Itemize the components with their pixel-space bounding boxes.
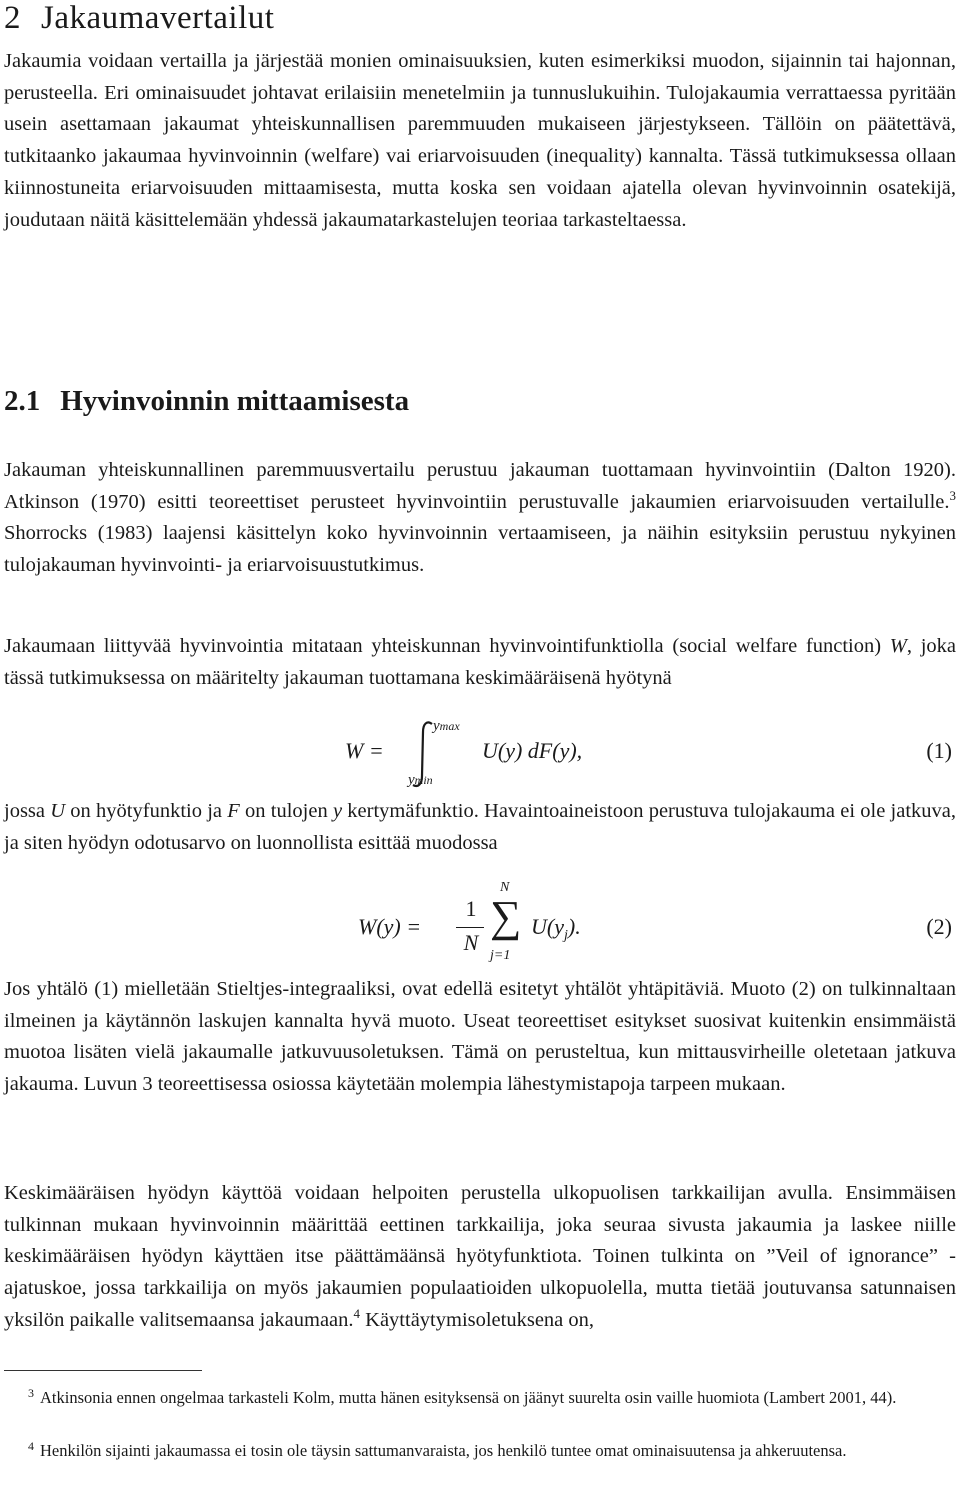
paragraph-text: on hyötyfunktio ja bbox=[65, 800, 228, 822]
section-heading bbox=[4, 0, 274, 37]
paragraph-text: Käyttäytymisoletuksena on, bbox=[360, 1308, 595, 1331]
eq2-term-text: U(y bbox=[531, 914, 564, 939]
section-number: 2 bbox=[4, 0, 21, 36]
footnote-text: Atkinsonia ennen ongelmaa tarkasteli Kolm, mutta hänen esityksensä on jäänyt suurelta osin vaille huomiota (Lambert 2001, 44). bbox=[40, 1388, 897, 1407]
footnote-4 bbox=[4, 1433, 956, 1464]
equation-2 bbox=[0, 880, 956, 970]
eq1-upper-var: y bbox=[433, 718, 440, 734]
eq1-lower-var: y bbox=[408, 772, 415, 788]
eq1-lower-limit bbox=[408, 772, 433, 789]
eq2-sum-upper: N bbox=[500, 880, 510, 895]
footnote-divider bbox=[4, 1370, 202, 1371]
subsection-paragraph-5 bbox=[4, 1178, 956, 1337]
eq1-upper-sub: max bbox=[439, 719, 460, 733]
footnote-ref: 4 bbox=[353, 1305, 361, 1321]
paragraph-text: kertymäfunktio. Havaintoaineistoon perustuva tulojakauma ei ole jatkuva, ja siten hyödyn odotusarvo on luonnollista esittää muodossa bbox=[4, 800, 957, 854]
subsection-paragraph-1 bbox=[4, 455, 956, 582]
eq1-upper-limit bbox=[433, 718, 460, 735]
subsection-number: 2.1 bbox=[4, 385, 41, 417]
eq2-lhs-text: W(y) = bbox=[358, 914, 422, 939]
eq2-lhs bbox=[358, 914, 421, 940]
subsection-paragraph-3 bbox=[4, 796, 956, 859]
eq1-integrand: U(y) dF(y), bbox=[482, 738, 583, 763]
paragraph-text: , joka tässä tutkimuksessa on määritelty jakauman tuottamana keskimääräisenä hyötynä bbox=[4, 635, 957, 689]
section-intro-paragraph: Jakaumia voidaan vertailla ja järjestää monien ominaisuuksien, kuten esimerkiksi muodon, sijainnin tai hajonnan, perusteella. Eri ominaisuudet johtavat erilaisiin menetelmiin ja tunnuslukuihin. Tulojakaumia verrattaessa pyritään usein asettamaan jakaumat yhteiskunnallisen paremmuuden mukaiseen järjestykseen. Tällöin on päätettävä, tutkitaanko jakaumaa hyvinvoinnin (welfare) vai eriarvoisuuden (inequality) kannalta. Tässä tutkimuksessa ollaan kiinnostuneita eriarvoisuuden mittaamisesta, mutta koska sen voidaan ajatella olevan hyvinvoinnin osatekijä, joudutaan näitä käsittelemään yhdessä jakaumatarkastelujen teoriaa tarkasteltaessa. bbox=[4, 50, 956, 231]
section-title: Jakaumavertailut bbox=[41, 0, 275, 36]
eq2-frac-denominator: N bbox=[463, 930, 479, 955]
eq2-frac-bar bbox=[456, 927, 484, 928]
math-symbol: F bbox=[227, 800, 240, 822]
math-symbol: y bbox=[332, 800, 343, 822]
paragraph-text: on tulojen bbox=[239, 800, 333, 822]
paragraph-text: Jakaumaan liittyvää hyvinvointia mitataan yhteiskunnan hyvinvointifunktiolla (social welfare function) bbox=[4, 635, 890, 657]
eq2-term-sub: j bbox=[563, 928, 568, 943]
subsection-title: Hyvinvoinnin mittaamisesta bbox=[60, 385, 410, 417]
footnote-mark: 4 bbox=[28, 1439, 34, 1453]
equation-1 bbox=[0, 718, 956, 790]
summation-icon: ∑ bbox=[490, 892, 522, 941]
eq2-sum-lower: j=1 bbox=[490, 948, 511, 963]
footnote-mark: 3 bbox=[28, 1386, 34, 1400]
paragraph-text: Jakauman yhteiskunnallinen paremmuusvertailu perustuu jakauman tuottamaan hyvinvointiin (Dalton 1920). Atkinson (1970) esitti teoreettiset perusteet hyvinvointiin perustuvalle jakaumien eriarvoisuuden vertailulle. bbox=[4, 459, 956, 513]
eq2-term bbox=[531, 914, 581, 944]
eq1-lhs: W = bbox=[345, 738, 384, 763]
math-symbol: U bbox=[50, 800, 66, 822]
eq2-frac-numerator: 1 bbox=[465, 896, 477, 921]
paragraph-text: jossa bbox=[4, 800, 51, 822]
math-symbol: W bbox=[889, 635, 907, 657]
paragraph-text: Shorrocks (1983) laajensi käsittelyn koko hyvinvoinnin vertaamiseen, ja näihin esityksiin perustuu nykyinen tulojakauman hyvinvointi- ja eriarvoisuustutkimus. bbox=[4, 522, 956, 577]
subsection-heading bbox=[4, 385, 409, 418]
footnote-ref: 3 bbox=[949, 487, 956, 503]
eq1-lower-sub: min bbox=[414, 773, 433, 787]
eq2-number: (2) bbox=[926, 914, 952, 939]
subsection-paragraph-2 bbox=[4, 631, 956, 694]
footnote-3 bbox=[4, 1380, 956, 1411]
eq1-number: (1) bbox=[926, 738, 952, 763]
footnote-text: Henkilön sijainti jakaumassa ei tosin ole täysin sattumanvaraista, jos henkilö tuntee omat ominaisuutensa ja ahkeruutensa. bbox=[40, 1441, 847, 1460]
paragraph-text: Keskimääräisen hyödyn käyttöä voidaan helpoiten perustella ulkopuolisen tarkkailijan avulla. Ensimmäisen tulkinnan mukaan hyvinvoinnin määrittää eettinen tarkkailija, joka seuraa sivusta jakaumia ja laskee niille keskimääräisen hyödyn käyttäen itse päättämäänsä hyötyfunktiota. Toinen tulkinta on ”Veil of ignorance” -ajatuskoe, jossa tarkkailija on myös jakaumien populaatioiden ulkopuolella, mutta tietää joutuvansa satunnaisen yksilön paikalle valitsemaansa jakaumaan. bbox=[4, 1182, 956, 1331]
subsection-paragraph-4: Jos yhtälö (1) mielletään Stieltjes-integraaliksi, ovat edellä esitetyt yhtälöt yhtäpitäviä. Muoto (2) on tulkinnaltaan ilmeinen ja käytännön laskujen kannalta hyvä muoto. Useat teoreettiset esitykset suosivat kuitenkin ensimmäistä muotoa lisäten vielä jakaumalle jatkuvuusoletuksen. Tämä on perusteltua, kun mittausvirheille oletetaan jatkuva jakauma. Luvun 3 teoreettisessa osiossa käytetään molempia lähestymistapoja tarpeen mukaan. bbox=[4, 978, 956, 1096]
eq2-term-end: ). bbox=[567, 914, 581, 939]
